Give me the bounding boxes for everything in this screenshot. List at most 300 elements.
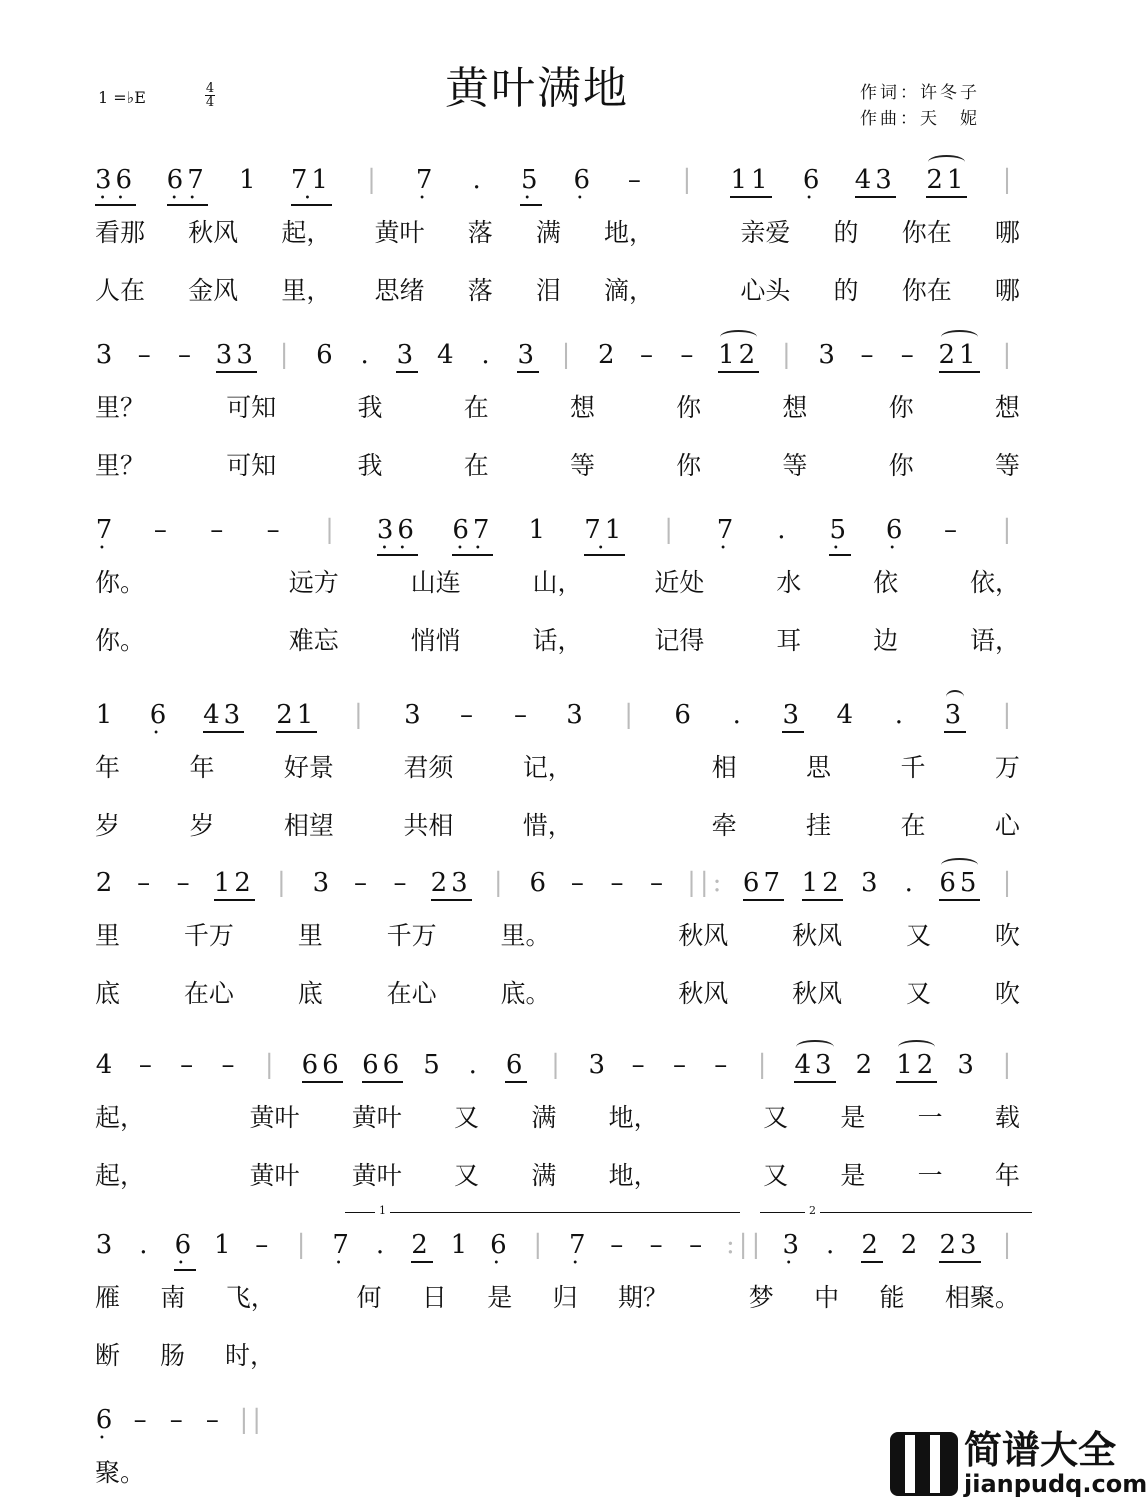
lyric-line	[95, 1453, 265, 1503]
note	[896, 1050, 937, 1083]
lyric-word: 年	[994, 1161, 1020, 1190]
lyric-word: 何	[356, 1283, 382, 1312]
note	[926, 165, 967, 198]
note	[167, 1405, 189, 1435]
key-signature: 1 =♭E	[98, 88, 146, 107]
lyric-word: 又	[905, 921, 931, 950]
note-text: .	[481, 340, 494, 370]
note	[939, 868, 980, 901]
note	[568, 1230, 590, 1268]
note	[312, 868, 334, 898]
note	[238, 165, 260, 195]
note-text: 1	[214, 1230, 235, 1260]
note	[629, 1050, 651, 1080]
note-text: –	[570, 868, 588, 898]
lyric-word: 里？	[95, 393, 146, 422]
note-text: |	[1002, 1050, 1016, 1080]
note-text: –	[137, 340, 155, 370]
lyric-word: 亲爱	[740, 218, 791, 247]
octave-dot: ••	[99, 193, 136, 204]
note	[529, 868, 551, 898]
note	[415, 165, 437, 203]
lyric-word: 万	[994, 753, 1020, 782]
note-text: .	[894, 700, 907, 730]
note	[134, 1230, 156, 1260]
lyric-word: 在	[900, 811, 926, 840]
note-text: 11	[730, 165, 772, 195]
note-text: 6	[573, 165, 595, 195]
barline	[998, 700, 1020, 730]
lyric-word: 可知	[226, 393, 277, 422]
note-text: –	[221, 1050, 239, 1080]
lyric-word: 落	[467, 276, 493, 305]
lyric-word: 秋风	[188, 218, 239, 247]
note	[957, 1050, 979, 1080]
tie-arc	[941, 330, 978, 344]
lyric-word: 想	[994, 393, 1020, 422]
note-text: |	[353, 700, 367, 730]
note	[670, 1050, 692, 1080]
lyric-word: 心头	[740, 276, 791, 305]
barline	[998, 515, 1020, 545]
note-text: |	[624, 700, 637, 730]
lyric-word: 心	[994, 811, 1020, 840]
note	[315, 340, 337, 370]
lyric-word: 你	[888, 451, 914, 480]
barline	[239, 1405, 265, 1435]
note	[203, 1405, 225, 1435]
note	[818, 340, 840, 370]
note-text: :||	[726, 1230, 765, 1260]
note-text: 5	[520, 165, 542, 195]
note	[174, 1230, 196, 1271]
note-text: .	[777, 515, 790, 545]
tie-arc	[796, 1040, 833, 1054]
lyric-word: 语，	[969, 626, 1020, 655]
lyric-word: 看那	[95, 218, 146, 247]
note-text: 12	[718, 340, 760, 370]
lyric-word: 想	[782, 393, 808, 422]
note-text: |	[264, 1050, 278, 1080]
note-text: 6	[885, 515, 907, 545]
note	[821, 1230, 843, 1260]
note-text: .	[732, 700, 745, 730]
lyric-word: 相望	[283, 811, 334, 840]
lyric-word: 在心	[183, 979, 234, 1008]
octave-dot: •	[572, 1258, 591, 1269]
note	[900, 868, 922, 898]
lyric-word: 是	[487, 1283, 513, 1312]
note	[174, 868, 196, 898]
note-text: 2	[411, 1230, 432, 1260]
lyric-word: 又	[905, 979, 931, 1008]
note-text: |	[682, 165, 696, 195]
note-line	[95, 340, 1020, 380]
note	[855, 165, 896, 198]
note-text: 6	[490, 1230, 511, 1260]
note-text: 7	[332, 1230, 353, 1260]
score-line	[95, 340, 1020, 496]
note-text: 12	[896, 1050, 938, 1080]
octave-dot: •	[889, 543, 908, 554]
note-text: 23	[939, 1230, 981, 1260]
octave-dot: •	[720, 543, 738, 554]
lyric-word: 地，	[608, 1161, 659, 1190]
note-text: 6	[95, 1405, 117, 1435]
lyric-word: 悄悄	[410, 626, 461, 655]
barline	[546, 1050, 568, 1080]
note	[464, 1050, 486, 1080]
note	[858, 340, 880, 370]
note-text: 21	[926, 165, 968, 195]
note-text: –	[631, 1050, 649, 1080]
note	[377, 515, 418, 556]
note-text: .	[360, 340, 373, 370]
note	[718, 340, 759, 373]
barline	[349, 700, 371, 730]
lyric-line	[95, 748, 1020, 798]
note	[136, 1050, 158, 1080]
song-title: 黄叶满地	[445, 63, 629, 114]
lyric-word: 年	[95, 753, 121, 782]
note-text: 3	[517, 340, 539, 370]
lyric-word: 满	[535, 218, 561, 247]
note-text: –	[900, 340, 918, 370]
note	[794, 1050, 835, 1083]
lyric-line	[95, 1278, 1020, 1328]
barline	[726, 1230, 764, 1260]
note-text: |	[1002, 700, 1016, 730]
lyric-word: 底	[95, 979, 121, 1008]
note-text: –	[627, 165, 645, 195]
lyric-word: 黄叶	[374, 218, 425, 247]
lyric-word: 人在	[95, 276, 146, 305]
note	[638, 340, 660, 370]
lyric-word: 你在	[901, 276, 952, 305]
octave-dot: •	[335, 1258, 354, 1269]
lyric-word: 地，	[608, 1103, 659, 1132]
note	[216, 340, 257, 373]
note-text: –	[153, 515, 171, 545]
note	[860, 868, 882, 898]
lyric-word: 可知	[226, 451, 277, 480]
octave-dot: •	[99, 1433, 117, 1444]
note	[861, 1230, 883, 1263]
note-text: –	[649, 1230, 667, 1260]
note-text: 2	[95, 868, 117, 898]
lyric-word: 秋风	[792, 921, 843, 950]
note-text: 12	[213, 868, 255, 898]
note-text: 3	[312, 868, 334, 898]
note	[302, 1050, 343, 1083]
lyric-word: 你	[888, 393, 914, 422]
note-text: |	[1002, 340, 1016, 370]
lyric-word: 远方	[288, 568, 339, 597]
note	[176, 340, 198, 370]
lyric-word: 底	[297, 979, 323, 1008]
lyric-word: 千	[900, 753, 926, 782]
note-text: 6	[505, 1050, 527, 1080]
score-line	[95, 515, 1020, 671]
lyric-line	[95, 621, 1020, 671]
composer: 作曲：天 妮	[860, 109, 980, 129]
lyric-word: 等	[994, 451, 1020, 480]
barline	[292, 1230, 314, 1260]
note	[829, 515, 851, 556]
lyric-word: 黄叶	[351, 1103, 402, 1132]
lyric-word: 黄叶	[351, 1161, 402, 1190]
note	[730, 165, 771, 198]
lyric-word: 载	[994, 1103, 1020, 1132]
time-signature	[205, 82, 215, 109]
note	[411, 1230, 433, 1263]
note-text: –	[133, 1405, 151, 1435]
note	[802, 165, 824, 203]
note-text: –	[689, 1230, 707, 1260]
lyric-word: 吹	[994, 921, 1020, 950]
note	[213, 1230, 235, 1260]
note	[647, 1230, 669, 1260]
note	[678, 340, 700, 370]
note	[584, 515, 625, 556]
note-text: 1	[95, 700, 117, 730]
barline	[777, 340, 799, 370]
octave-dot: •	[832, 543, 851, 554]
score-line	[95, 1230, 1020, 1386]
note-text: |	[1002, 868, 1016, 898]
note-text: –	[210, 515, 228, 545]
note	[898, 340, 920, 370]
lyric-word: 记得	[654, 626, 705, 655]
note-text: 3	[860, 868, 882, 898]
note-text: –	[180, 1050, 198, 1080]
note	[855, 1050, 877, 1080]
octave-dot: ••	[381, 543, 418, 554]
lyric-line	[95, 388, 1020, 438]
note-text: –	[860, 340, 878, 370]
note	[528, 515, 550, 545]
note-text: 3	[782, 1230, 803, 1260]
lyric-line	[95, 974, 1020, 1024]
note-text: 6	[802, 165, 824, 195]
lyric-word: 我	[357, 451, 383, 480]
note	[208, 515, 230, 545]
octave-dot: •	[806, 193, 825, 204]
lyric-word: 你。	[95, 626, 146, 655]
octave-dot: •	[576, 193, 595, 204]
lyric-word: 在	[463, 393, 489, 422]
lyric-word: 时，	[225, 1341, 276, 1370]
lyric-word: 思	[806, 753, 832, 782]
note	[476, 340, 498, 370]
note-text: |	[533, 1230, 547, 1260]
time-top: 4	[205, 81, 215, 96]
lyric-word: 岁	[95, 811, 121, 840]
note	[890, 700, 912, 730]
note	[167, 165, 208, 206]
note-text: 43	[854, 165, 896, 195]
note	[772, 515, 794, 545]
lyric-word: 相	[711, 753, 737, 782]
note	[95, 165, 136, 206]
note	[362, 1050, 403, 1083]
octave-dot: •	[785, 1258, 804, 1269]
note-text: 33	[215, 340, 257, 370]
lyric-word: 地，	[604, 218, 655, 247]
note-text: |	[664, 515, 678, 545]
note-text: –	[137, 868, 155, 898]
note-text: 3	[404, 700, 425, 730]
note-text: |	[367, 165, 380, 195]
lyric-word: 归	[552, 1283, 578, 1312]
octave-dot: •	[419, 193, 438, 204]
lyric-word: 里，	[281, 276, 332, 305]
note-text: 7	[568, 1230, 590, 1260]
note	[332, 1230, 354, 1268]
note	[716, 515, 738, 553]
note-text: 2	[598, 340, 619, 370]
note	[728, 700, 750, 730]
note-text: –	[169, 1405, 187, 1435]
note-text: |	[493, 868, 507, 898]
note	[351, 868, 373, 898]
lyric-word: 日	[421, 1283, 447, 1312]
note-text: –	[353, 868, 371, 898]
lyric-word: 又	[763, 1103, 789, 1132]
note-text: 6	[149, 700, 171, 730]
note	[214, 868, 255, 901]
note-text: 65	[939, 868, 981, 898]
watermark-en: jianpudq.com	[964, 1470, 1147, 1498]
note-text: 71	[290, 165, 332, 195]
note-text: |	[1002, 165, 1016, 195]
lyric-word: 黄叶	[249, 1161, 300, 1190]
note	[625, 165, 647, 195]
note	[512, 700, 534, 730]
note	[674, 700, 696, 730]
note	[505, 1050, 527, 1083]
lyric-word: 话，	[532, 626, 583, 655]
piano-keys-icon	[890, 1432, 958, 1496]
octave-dot: •	[304, 193, 323, 204]
score-line	[95, 1405, 265, 1503]
lyric-word: 里？	[95, 451, 146, 480]
credits	[860, 80, 980, 132]
barline	[998, 165, 1020, 195]
tie-arc	[898, 1040, 935, 1054]
note-text: 7	[415, 165, 437, 195]
barline	[660, 515, 682, 545]
volta-first	[345, 1204, 740, 1223]
note	[151, 515, 173, 545]
note	[939, 340, 980, 373]
lyric-word: 好景	[283, 753, 334, 782]
lyric-word: 记，	[522, 753, 573, 782]
note-line	[95, 1050, 1020, 1090]
note-text: 67	[742, 868, 784, 898]
note	[371, 1230, 393, 1260]
lyric-word: 吹	[994, 979, 1020, 1008]
note	[468, 165, 490, 195]
lyric-word: 挂	[806, 811, 832, 840]
note-line	[95, 1230, 1020, 1270]
watermark-cn: 简谱大全	[964, 1428, 1117, 1472]
barline	[678, 165, 700, 195]
note-text: 3	[95, 1230, 117, 1260]
note-text: |	[1002, 1230, 1016, 1260]
note-text: 4	[436, 340, 458, 370]
barline	[529, 1230, 551, 1260]
lyric-word: 秋风	[792, 979, 843, 1008]
note-text: 3	[818, 340, 839, 370]
note-text: 12	[801, 868, 843, 898]
note	[95, 515, 117, 553]
lyric-word: 里	[95, 921, 121, 950]
note-text: 43	[203, 700, 245, 730]
lyric-line	[95, 213, 1020, 263]
note	[944, 700, 966, 733]
note-text: –	[610, 868, 628, 898]
note-line	[95, 165, 1020, 205]
note-text: 3	[944, 700, 966, 730]
lyric-word: 是	[840, 1103, 866, 1132]
barline	[321, 515, 343, 545]
note	[178, 1050, 200, 1080]
lyric-word: 你。	[95, 568, 146, 597]
note-text: |	[561, 340, 575, 370]
lyric-word: 聚。	[95, 1458, 146, 1487]
lyric-word: 千万	[386, 921, 437, 950]
note-text: 6	[529, 868, 551, 898]
note	[450, 1230, 472, 1260]
lyric-word: 能	[879, 1283, 905, 1312]
note	[431, 868, 472, 901]
barline	[557, 340, 579, 370]
barline	[260, 1050, 282, 1080]
barline	[363, 165, 385, 195]
note	[276, 700, 317, 733]
note	[95, 1050, 117, 1080]
note	[135, 868, 157, 898]
note	[203, 700, 244, 733]
lyric-line	[95, 806, 1020, 856]
note	[291, 165, 332, 206]
note	[356, 340, 378, 370]
note	[95, 1405, 117, 1443]
lyric-word: 我	[357, 393, 383, 422]
note	[95, 700, 117, 730]
note-text: 3	[957, 1050, 978, 1080]
note	[149, 700, 171, 738]
note-text: |	[296, 1230, 310, 1260]
note-text: ||	[239, 1405, 265, 1435]
lyric-word: 起，	[281, 218, 332, 247]
note-text: 3	[566, 700, 587, 730]
note-text: 7	[95, 515, 117, 545]
note-text: –	[640, 340, 658, 370]
octave-dot: •	[99, 543, 117, 554]
note	[687, 1230, 709, 1260]
lyric-word: 梦	[748, 1283, 774, 1312]
lyric-word: 你	[676, 451, 702, 480]
lyric-word: 等	[782, 451, 808, 480]
note-text: 3	[588, 1050, 610, 1080]
note	[566, 700, 588, 730]
note-text: 23	[430, 868, 472, 898]
note-text: 5	[829, 515, 851, 545]
note-text: 1	[450, 1230, 472, 1260]
note-text: .	[826, 1230, 839, 1260]
